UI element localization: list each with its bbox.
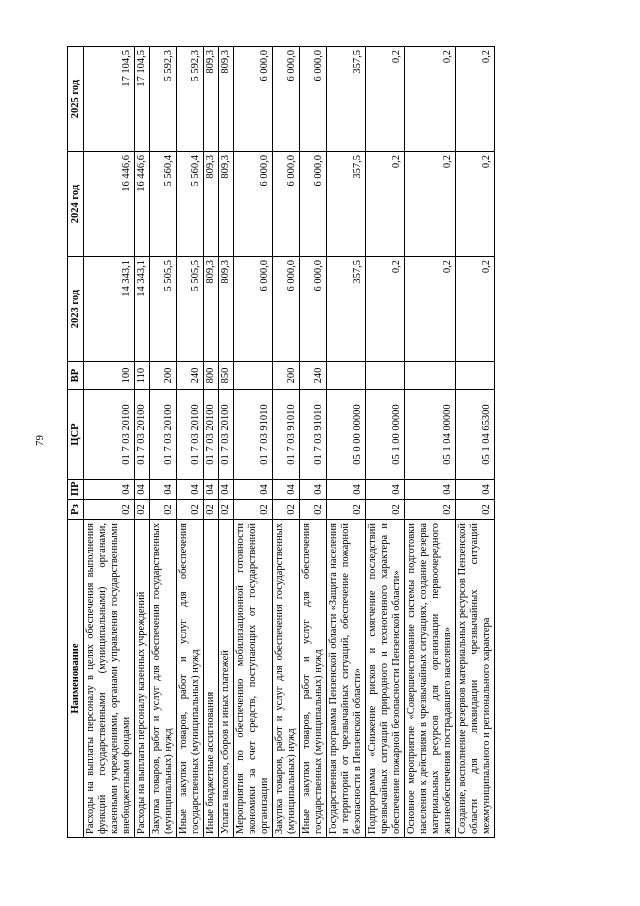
row-pr: 04 (327, 480, 366, 500)
row-2025: 17 104,5 (135, 47, 150, 152)
row-rz: 02 (273, 500, 300, 520)
row-2025: 5 592,3 (177, 47, 204, 152)
header-csr: ЦСР (68, 390, 84, 480)
row-2023: 809,3 (204, 257, 219, 362)
table-row (405, 47, 456, 838)
row-2025: 6 000,0 (273, 47, 300, 152)
row-name: Расходы на выплаты персоналу казенных учреждений (135, 520, 150, 838)
row-csr: 01 7 03 20100 (150, 390, 177, 480)
table-row (177, 47, 204, 838)
row-rz: 02 (234, 500, 273, 520)
header-pr: ПР (68, 480, 84, 500)
row-2024: 16 446,6 (84, 152, 135, 257)
row-rz: 02 (405, 500, 456, 520)
row-rz: 02 (84, 500, 135, 520)
row-2024: 0,2 (366, 152, 405, 257)
row-name: Иные закупки товаров, работ и услуг для обеспечения государственных (муниципальных) нужд (300, 520, 327, 838)
row-name: Закупка товаров, работ и услуг для обеспечения государственных (муниципальных) нужд (150, 520, 177, 838)
row-vr (405, 362, 456, 390)
row-name: Иные бюджетные ассигнования (204, 520, 219, 838)
row-vr: 240 (300, 362, 327, 390)
row-rz: 02 (177, 500, 204, 520)
row-rz: 02 (456, 500, 495, 520)
table-row (84, 47, 135, 838)
table-row (273, 47, 300, 838)
row-2023: 14 343,1 (84, 257, 135, 362)
row-2025: 5 592,3 (150, 47, 177, 152)
row-csr: 05 1 04 65300 (456, 390, 495, 480)
header-2023: 2023 год (68, 257, 84, 362)
row-pr: 04 (300, 480, 327, 500)
table-row (135, 47, 150, 838)
row-csr: 01 7 03 20100 (219, 390, 234, 480)
row-2024: 0,2 (456, 152, 495, 257)
row-csr: 05 1 04 00000 (405, 390, 456, 480)
row-2023: 357,5 (327, 257, 366, 362)
row-2024: 6 000,0 (300, 152, 327, 257)
table-header-row (68, 47, 84, 838)
header-name: Наименование (68, 520, 84, 838)
row-vr: 800 (204, 362, 219, 390)
row-2023: 0,2 (366, 257, 405, 362)
row-vr: 110 (135, 362, 150, 390)
row-rz: 02 (150, 500, 177, 520)
row-2023: 0,2 (456, 257, 495, 362)
row-2025: 809,3 (204, 47, 219, 152)
row-name: Основное мероприятие «Совершенствование системы подготовки населения к действиям в чрезвычайных ситуациях, создание резерва материальных ресурсов для организации первоочередного жизнеобеспечения пострадавшего населения» (405, 520, 456, 838)
row-2023: 0,2 (405, 257, 456, 362)
row-pr: 04 (219, 480, 234, 500)
row-2023: 6 000,0 (234, 257, 273, 362)
row-2024: 6 000,0 (273, 152, 300, 257)
row-2023: 5 505,5 (177, 257, 204, 362)
table-row (219, 47, 234, 838)
row-2024: 5 560,4 (177, 152, 204, 257)
row-pr: 04 (405, 480, 456, 500)
row-2024: 6 000,0 (234, 152, 273, 257)
row-vr: 200 (150, 362, 177, 390)
row-vr (456, 362, 495, 390)
row-name: Мероприятия по обеспечению мобилизационной готовности экономики за счет средств, поступающих от государственной организации (234, 520, 273, 838)
row-2024: 16 446,6 (135, 152, 150, 257)
row-2024: 809,3 (219, 152, 234, 257)
page-number: 79 (34, 435, 46, 446)
row-pr: 04 (84, 480, 135, 500)
row-2025: 6 000,0 (234, 47, 273, 152)
row-2023: 809,3 (219, 257, 234, 362)
row-rz: 02 (204, 500, 219, 520)
row-2025: 17 104,5 (84, 47, 135, 152)
row-pr: 04 (135, 480, 150, 500)
row-rz: 02 (366, 500, 405, 520)
table-row (456, 47, 495, 838)
row-vr: 100 (84, 362, 135, 390)
row-pr: 04 (234, 480, 273, 500)
row-vr (234, 362, 273, 390)
row-2025: 809,3 (219, 47, 234, 152)
row-2023: 5 505,5 (150, 257, 177, 362)
row-csr: 05 1 00 00000 (366, 390, 405, 480)
row-2024: 5 560,4 (150, 152, 177, 257)
header-2025: 2025 год (68, 47, 84, 152)
row-2025: 0,2 (456, 47, 495, 152)
row-vr: 200 (273, 362, 300, 390)
row-pr: 04 (177, 480, 204, 500)
row-pr: 04 (204, 480, 219, 500)
row-pr: 04 (366, 480, 405, 500)
row-pr: 04 (273, 480, 300, 500)
table-row (327, 47, 366, 838)
table-row (300, 47, 327, 838)
row-csr: 01 7 03 20100 (177, 390, 204, 480)
row-csr: 01 7 03 91010 (234, 390, 273, 480)
row-vr (366, 362, 405, 390)
row-csr: 05 0 00 00000 (327, 390, 366, 480)
row-vr: 240 (177, 362, 204, 390)
row-2025: 0,2 (405, 47, 456, 152)
row-2024: 809,3 (204, 152, 219, 257)
table-row (366, 47, 405, 838)
row-csr: 01 7 03 20100 (135, 390, 150, 480)
row-pr: 04 (456, 480, 495, 500)
row-pr: 04 (150, 480, 177, 500)
row-rz: 02 (219, 500, 234, 520)
row-csr: 01 7 03 91010 (273, 390, 300, 480)
row-name: Иные закупки товаров, работ и услуг для обеспечения государственных (муниципальных) нужд (177, 520, 204, 838)
row-2023: 6 000,0 (300, 257, 327, 362)
row-name: Государственная программа Пензенской области «Защита населения и территорий от чрезвычайных ситуаций, обеспечение пожарной безопасности в Пензенской области» (327, 520, 366, 838)
table-row (150, 47, 177, 838)
budget-table-container (67, 48, 495, 838)
row-2023: 14 343,1 (135, 257, 150, 362)
row-name: Закупка товаров, работ и услуг для обеспечения государственных (муниципальных) нужд (273, 520, 300, 838)
row-rz: 02 (300, 500, 327, 520)
budget-table (67, 46, 495, 838)
table-body (84, 47, 495, 838)
row-2025: 357,5 (327, 47, 366, 152)
row-rz: 02 (327, 500, 366, 520)
row-2023: 6 000,0 (273, 257, 300, 362)
row-csr: 01 7 03 20100 (204, 390, 219, 480)
row-csr: 01 7 03 91010 (300, 390, 327, 480)
table-row (204, 47, 219, 838)
row-2025: 6 000,0 (300, 47, 327, 152)
row-2025: 0,2 (366, 47, 405, 152)
row-2024: 357,5 (327, 152, 366, 257)
header-vr: ВР (68, 362, 84, 390)
row-2024: 0,2 (405, 152, 456, 257)
row-name: Уплата налогов, сборов и иных платежей (219, 520, 234, 838)
header-rz: Рз (68, 500, 84, 520)
row-name: Подпрограмма «Снижение рисков и смягчение последствий чрезвычайных ситуаций природного и техногенного характера и обеспечение пожарной безопасности Пензенской области» (366, 520, 405, 838)
row-vr (327, 362, 366, 390)
row-csr: 01 7 03 20100 (84, 390, 135, 480)
row-rz: 02 (135, 500, 150, 520)
row-name: Создание, восполнение резервов материальных ресурсов Пензенской области для ликвидации чрезвычайных ситуаций межмуниципального и регионального характера (456, 520, 495, 838)
table-row (234, 47, 273, 838)
row-vr: 850 (219, 362, 234, 390)
row-name: Расходы на выплаты персоналу в целях обеспечения выполнения функций государственными (муниципальными) органами, казенными учреждениями, органами управления государственными внебюджетными фондами (84, 520, 135, 838)
header-2024: 2024 год (68, 152, 84, 257)
